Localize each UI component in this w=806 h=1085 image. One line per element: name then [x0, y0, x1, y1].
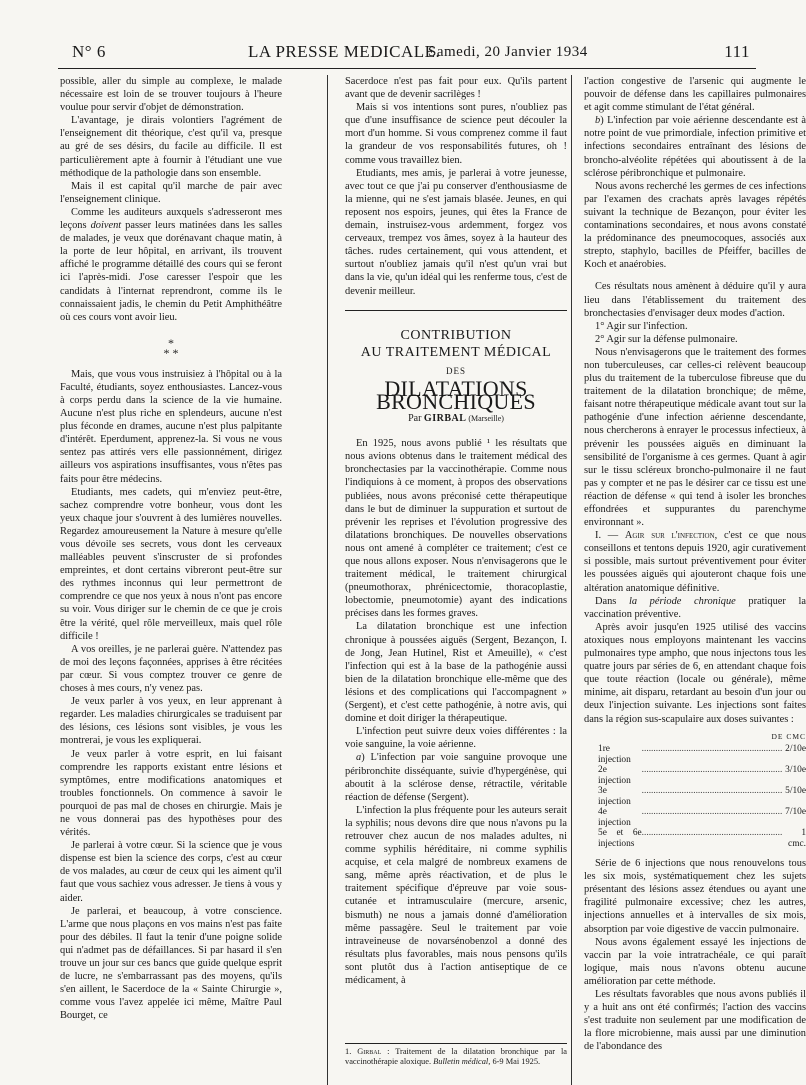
paragraph: Sacerdoce n'est pas fait pour eux. Qu'ils partent avant que de devenir sacrilèges ! [345, 76, 567, 101]
paragraph: 1° Agir sur l'infection. [595, 320, 688, 332]
paragraph: Dans la période chronique pratiquer la vaccination préventive. [584, 595, 806, 620]
section-separator: * * * [163, 335, 179, 360]
injection-label: 3e injection [598, 786, 631, 807]
injection-label: 2e injection [598, 765, 631, 786]
injection-row [598, 744, 806, 765]
dot-leader: ............................................................ [641, 765, 783, 776]
paragraph: Nous avons également essayé les injections de vaccin par la voie intratrachéale, ce qui paraît logique, mais nous n'avons obtenu aucune amélioration par cette méthode. [584, 936, 806, 987]
paragraph: L'infection la plus fréquente pour les auteurs serait la syphilis; nous devons dire que nous n'avons pu la retrouver chez aucun de nos malades adultes, ni comme syphilis héréditaire, ni comme syphilis acquise, et cela malgré de nombreux examens de sang, même après réactivation, et de plus le traitement spécifique d'épreuve par voie sous-cutanée et intramusculaire (mercure, arsenic, bismuth) ne nous a jamais donné d'amélioration même passagère. Seul le traitement par voie intraveineuse de novarsénobenzol a donné des résultats plus favorables, mais nous pensons qu'ils sont plutôt dus à l'action antiseptique de ce médicament, à [345, 804, 567, 986]
issue-number: N° 6 [72, 42, 106, 61]
article-title-main: DILATATIONS BRONCHIQUES [376, 375, 536, 414]
paragraph: Je parlerai à votre cœur. Si la science que je vous dispense est bien la science des corps, c'est au cœur de vos malades, au cœur de ceux qui les aiment qu'il faut que vous sachiez vous adresser. Je tiens à vous y aider. [60, 840, 282, 904]
column-rule [327, 75, 328, 1085]
article-title-line: CONTRIBUTION [400, 327, 512, 343]
paragraph: a) L'infection par voie sanguine provoque une péribronchite disséquante, suivie d'hypergénèse, qui aboutit à la sclérose dense, rétractile, véritable réaction de défense (Sergent). [345, 752, 567, 803]
injection-dose-table [598, 732, 806, 850]
injection-dose: 3/10e [785, 765, 806, 776]
dot-leader: ............................................................ [641, 786, 783, 797]
injection-row [598, 786, 806, 807]
column-middle [345, 75, 567, 1085]
injection-label: 4e injection [598, 807, 631, 828]
paragraph: I. — Agir sur l'infection, c'est ce que nous conseillons et tentons depuis 1920, agir curativement si possible, mais surtout préventivement pour éviter les poussées aiguës qui ajouteront chaque fois une altération anatomique définitive. [584, 530, 806, 594]
article-title-block [345, 310, 567, 426]
paragraph: A vos oreilles, je ne parlerai guère. N'attendez pas de moi des leçons façonnées, apprises à être récitées par cœur. Si vous comptez trouver ce genre de choses à mes cours, n'y venez pas. [60, 643, 282, 695]
paragraph: l'action congestive de l'arsenic qui augmente le pouvoir de défense dans les capillaires pulmonaires et agit comme stimulant de l'état général. [584, 76, 806, 114]
paragraph: Nous avons recherché les germes de ces infections par l'examen des crachats après lavages répétés suivant la technique de Bezançon, pour éviter les contaminations secondaires, et nous avons constaté la prédominance des pneumocoques, associés aux strepto, staphylo, bacilles de Pfeiffer, bacilles de Koch et anaérobies. [584, 180, 806, 271]
paragraph: Je veux parler à votre esprit, en lui faisant comprendre les rapports existant entre lésions et symptômes, entre modifications anatomiques et troubles fonctionnels. On commence à savoir le pourquoi de pas mal de choses en chirurgie. Mais je ne vous donnerai pas des hypothèses pour des vérités. [60, 748, 282, 839]
paragraph: L'infection peut suivre deux voies différentes : la voie sanguine, la voie aérienne. [345, 726, 567, 751]
paragraph: Etudiants, mes amis, je parlerai à votre jeunesse, avec tout ce que j'ai pu conserver d'enthousiasme de la mienne, qui ne s'est jamais blasée. Jeunes, en qui reposent nos espoirs, jeunes, qui êtes la France de demain, instruisez-vous ardemment, forgez vos cerveaux, trempez vos âmes, soyez à la hauteur des tâches. rudes certainement, qui vous attendent, et surtout n'oubliez jamais qu'il n'est qu'un vrai but dans la vie, qu'un idéal qui les renferme tous, c'est de devenir meilleur. [345, 167, 567, 297]
page-number: 111 [724, 42, 750, 61]
injection-row [598, 828, 806, 849]
paragraph: Je parlerai, et beaucoup, à votre conscience. L'arme que nous plaçons en vos mains n'est pas faite pour des débiles. Il faut la tenir d'une poigne solide qui n'admet pas de défaillances. Si par hasard il s'en trouve un jour sur ces bancs que guide quelque esprit de lucre, ne s'embarrassant pas des moyens, qu'ils s'en aillent, le Sacerdoce de la « Sainte Chirurgie », comme vous l'avez appelée ici même, Maître Paul Bourget, ce [60, 905, 282, 1022]
paragraph: Je veux parler à vos yeux, en leur apprenant à regarder. Les maladies chirurgicales se traduisent par des lésions, ces lésions sont visibles, je vous les montrerai, je vous les expliquerai. [60, 696, 282, 747]
paragraph: Mais il est capital qu'il marche de pair avec l'enseignement clinique. [60, 180, 282, 205]
column-left [60, 75, 282, 1022]
issue-date: Samedi, 20 Janvier 1934 [428, 44, 588, 60]
paragraph: Mais si vos intentions sont pures, n'oubliez pas que d'une insuffisance de science peut découler la mort d'un homme. Si vous comprenez comme il faut la grandeur de vos responsabilités futures, oh ! comme vous travaillez bien. [345, 102, 567, 166]
paragraph: L'avantage, je dirais volontiers l'agrément de l'enseignement dit théorique, c'est qu'il va, presque au gré de ses désirs, du facile au difficile. Il est particulièrement apte à fournir à l'étudiant une vue méthodique de la pathologie dans son ensemble. [60, 115, 282, 179]
column-right [584, 75, 806, 1054]
paragraph: En 1925, nous avons publié ¹ les résultats que nous avions obtenus dans le traitement médical des bronchectasies par la vaccinothérapie. Comme nous l'indiquions à ce moment, à propos des observations publiées, nous avons préconisé cette thérapeutique dans le but de diminuer la suppuration et surtout de prévenir les reprises et l'évolution progressive des dilatations bronchiques. De nouvelles observations nous ont amené à compléter ce traitement; c'est ce que nous allons exposer. Nous n'envisagerons que le traitement médical, le traitement chirurgical (pneumothorax, phrénicectomie, thoracoplastie, lobectomie, pneumotomie) ayant des indications précises dans les formes graves. [345, 438, 567, 620]
injection-row [598, 765, 806, 786]
paragraph: Mais, que vous vous instruisiez à l'hôpital ou à la Faculté, étudiants, soyez enthousiastes. Lancez-vous à corps perdu dans la science de la vie humaine. Aucune n'est plus riche en splendeurs, aucune n'est plus féconde en drames, aucune n'est plus palpitante d'intérêt. Eperdument, apprenez-la. Si vous ne vous sentez pas attirés vers elle passionnément, dirigez ailleurs vos aspirations insuffisantes, vous n'êtes pas faits pour être médecins. [60, 368, 282, 485]
paragraph: Comme les auditeurs auxquels s'adresseront mes leçons doivent passer leurs matinées dans les salles de malades, je veux que dorénavant chaque matin, à la porte de leur hôpital, en arrivant, ils trouvent affiché le programme détaillé des cours qui se feront ici l'après-midi. J'ose caresser l'espoir que les candidats à l'internat reprendront, comme ils le connaissaient jadis, le chemin du Petit Amphithéâtre où ces cours vont avoir lieu. [60, 206, 282, 323]
dot-leader: ............................................................ [641, 744, 783, 755]
paragraph: Ces résultats nous amènent à déduire qu'il y aura lieu dans l'établissement du traitement des bronchectasies d'envisager deux modes d'action. [584, 281, 806, 319]
article-title-line: AU TRAITEMENT MÉDICAL [360, 344, 552, 360]
injection-label: 5e et 6e injections [598, 828, 642, 849]
injection-dose: 7/10e [785, 807, 806, 818]
dot-leader: ............................................................ [641, 807, 783, 818]
paragraph: Etudiants, mes cadets, qui m'enviez peut-être, sachez comprendre votre bonheur, vous dont les yeux chaque jour s'ouvrent à des lumières nouvelles. Regardez amoureusement la Nature à mesure qu'elle vous dévoile ses secrets, vous dont les cerveaux malléables peuvent s'inscruster de si profondes empreintes, et dont certains vibreront peut-être sur des rythmes inconnus qui leur permettront de comprendre ce que nos yeux à nous n'ont pas encore su voir. Vous diriger sur le chemin de ce que je crois être la vérité, quel rôle merveilleux, mais quel rôle difficile ! [60, 486, 282, 642]
paragraph: La dilatation bronchique est une infection chronique à poussées aiguës (Sergent, Bezançon, I. de Jong, Jean Hutinel, Rist et Ameuille), « c'est l'infection qui est à la base de la pathogénie aussi bien de la dilatation bronchique elle-même que des lésions et des complications qui l'accompagnent » (Sergent), et c'est cette pathogénie, à notre avis, qui domine et doit diriger la thérapeutique. [345, 621, 567, 725]
injection-dose: 2/10e [785, 744, 806, 755]
paragraph: Les résultats favorables que nous avons publiés il y a huit ans ont été confirmés; l'action des vaccins s'est traduite non seulement par une modification de la flore microbienne, mais aussi par une diminution de l'abondance des [584, 989, 806, 1053]
journal-title: LA PRESSE MEDICALE. [248, 42, 441, 61]
paragraph: Série de 6 injections que nous renouvelons tous les six mois, systématiquement chez les sujets présentant des lésions assez étendues ou ayant une fragilité pulmonaire excessive; chez les autres, injections annuelles et à intervalles de six mois, absorption par voie digestive de vaccin pulmonaire. [584, 858, 806, 935]
paragraph: b) L'infection par voie aérienne descendante est à notre point de vue primordiale, infection primitive et infections secondaires entraînant des lésions de broncho-alvéolite répétées qui aboutissent à de la sclérose péribronchique et pulmonaire. [584, 115, 806, 179]
page-header [58, 38, 756, 69]
article-title-line: DES [445, 365, 466, 376]
dot-leader: ............................................................ [641, 828, 783, 839]
paragraph: 2° Agir sur la défense pulmonaire. [595, 333, 738, 345]
injection-label: 1re injection [598, 744, 631, 765]
column-rule [571, 75, 572, 1085]
paragraph: possible, aller du simple au complexe, le malade nécessaire est loin de se trouver toujours à l'heure voulue pour servir d'objet de démonstration. [60, 76, 282, 114]
paragraph: Après avoir jusqu'en 1925 utilisé des vaccins atoxiques nous employons maintenant les vaccins pulmonaires type amphо, que nous injectons tous les quatre jours par séries de 6, en attendant chaque fois que toute réaction (locale ou générale), même minime, ait disparu, retardant au besoin d'un jour ou deux l'injection suivante. Les injections sont faites dans la région sus-scapulaire aux doses suivantes : [584, 621, 806, 725]
footnote: 1. Girbal : Traitement de la dilatation bronchique par la vaccinothérapie aloxique. Bulletin médical, 6-9 Mai 1925. [345, 1043, 567, 1067]
injection-dose: 5/10e [785, 786, 806, 797]
dose-unit-label: DE CMC [771, 731, 806, 741]
injection-row [598, 807, 806, 828]
article-author: Par GIRBAL (Marseille) [408, 413, 504, 425]
text-columns [58, 75, 806, 1085]
paragraph: Nous n'envisagerons que le traitement des formes non tuberculeuses, car celles-ci relèvent beaucoup plus du traitement de la tuberculose fibreuse que du traitement de la dilatation bronchique; de même, faisant notre thérapeutique médicale avant tout sur la pathogénie d'une infection aérienne descendante, nous chercherons à enrayer le processus infectieux, à prévenir les poussées aiguës en diminuant la sensibilité de l'organisme à ces germes. Quant à agir sur le tissu scléreux broncho-pulmonaire il ne faut pas y compter et ne pas le désirer car ce tissu est une réaction de défense « qui tend à isoler les bronches effondrées et suppurantes du parenchyme environnant ». [584, 346, 806, 529]
injection-dose: 1 cmc. [788, 828, 806, 849]
